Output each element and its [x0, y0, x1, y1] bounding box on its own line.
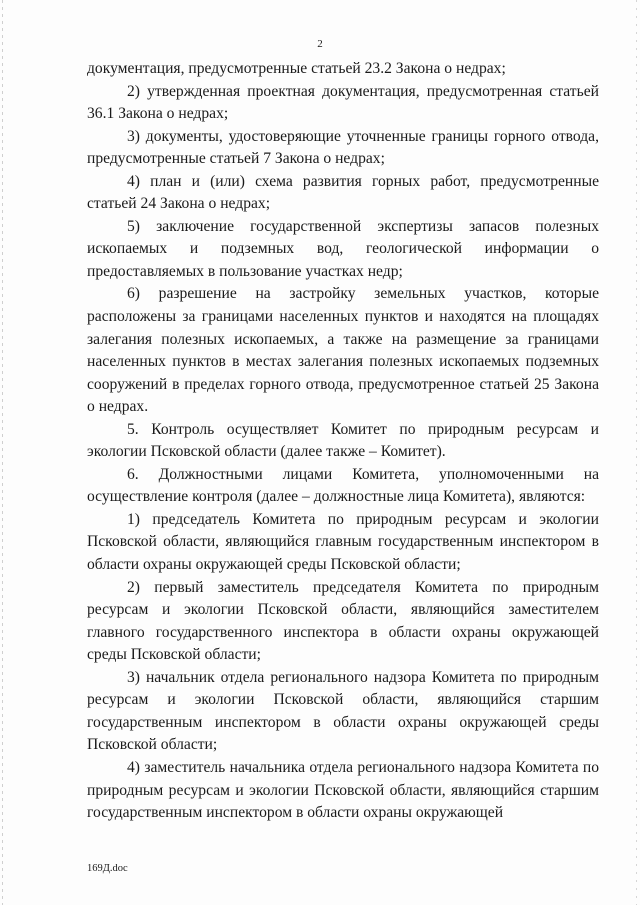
- official-item-3: 3) начальник отдела регионального надзора Комитета по природным ресурсам и экологии Псковской области, являющийся старшим государственным инспектором в области охраны окружающей среды Псковской области;: [87, 668, 599, 754]
- paragraph-continuation: документация, предусмотренные статьей 23.2 Закона о недрах;: [87, 60, 506, 77]
- scan-edge-left: [2, 0, 3, 905]
- list-item-5: 5) заключение государственной экспертизы запасов полезных ископаемых и подземных вод, геологической информации о предоставляемых в пользование участках недр;: [87, 217, 599, 280]
- list-item-6: 6) разрешение на застройку земельных участков, которые расположены за границами населенных пунктов и находятся на площадях залегания полезных ископаемых, а также на размещение за границами населенных пунктов в местах залегания полезных ископаемых подземных сооружений в пределах горного отвода, предусмотренное статьей 25 Закона о недрах.: [87, 285, 599, 416]
- clause-6: 6. Должностными лицами Комитета, уполномоченными на осуществление контроля (далее – должностные лица Комитета), являются:: [87, 465, 599, 506]
- document-body: [87, 58, 599, 825]
- scan-edge-right: [636, 0, 637, 905]
- file-name-footer: 169Д.doc: [87, 863, 128, 874]
- clause-5: 5. Контроль осуществляет Комитет по природным ресурсам и экологии Псковской области (далее также – Комитет).: [87, 420, 599, 461]
- list-item-2: 2) утвержденная проектная документация, предусмотренная статьей 36.1 Закона о недрах;: [87, 82, 599, 123]
- page-number: 2: [317, 38, 323, 50]
- official-item-1: 1) председатель Комитета по природным ресурсам и экологии Псковской области, являющийся главным государственным инспектором в области охраны окружающей среды Псковской области;: [87, 510, 599, 574]
- list-item-4: 4) план и (или) схема развития горных работ, предусмотренные статьей 24 Закона о недрах;: [87, 172, 599, 213]
- list-item-3: 3) документы, удостоверяющие уточненные границы горного отвода, предусмотренные статьей 7 Закона о недрах;: [87, 127, 599, 168]
- official-item-2: 2) первый заместитель председателя Комитета по природным ресурсам и экологии Псковской области, являющийся заместителем главного государственного инспектора в области охраны окружающей среды Псковской области;: [87, 578, 599, 664]
- official-item-4: 4) заместитель начальника отдела регионального надзора Комитета по природным ресурсам и экологии Псковской области, являющийся старшим государственным инспектором в области охраны окружающей: [87, 758, 599, 822]
